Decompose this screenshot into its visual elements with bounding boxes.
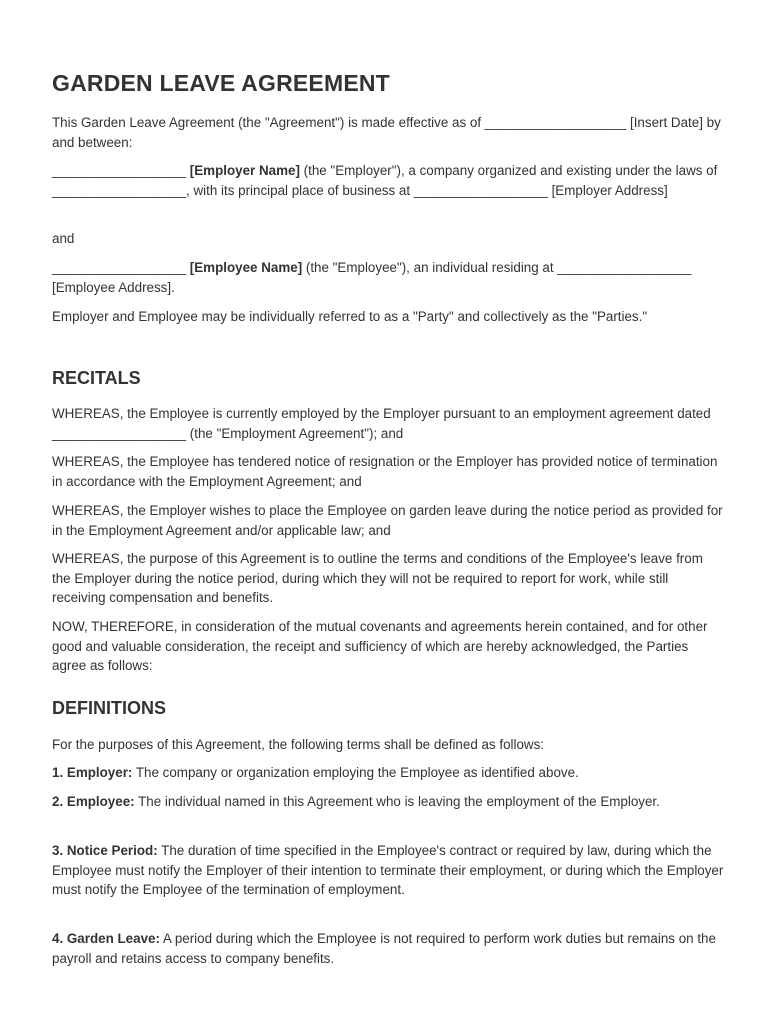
employer-name-blank: __________________ [52,163,190,178]
definition-item [52,929,724,968]
employer-name-placeholder: [Employer Name] [189,163,300,178]
recital-paragraph: NOW, THEREFORE, in consideration of the mutual covenants and agreements herein contained, and for other good and valuable consideration, the receipt and sufficiency of which are hereby acknowledged, the Parties agree as follows: [52,619,708,674]
definition-text: The duration of time specified in the Employee's contract or required by law, during which the Employee must notify the Employer of their intention to terminate their employment, or during which the Employer must notify the Employee of the termination of employment. [52,843,724,898]
definition-text: The individual named in this Agreement who is leaving the employment of the Employer. [134,794,660,809]
document-title: GARDEN LEAVE AGREEMENT [52,70,390,96]
and-paragraph: and [52,231,75,246]
employee-paragraph [52,258,724,297]
definition-item [52,841,724,900]
definition-term: 4. Garden Leave: [52,931,160,946]
effective-date-paragraph: This Garden Leave Agreement (the "Agreement") is made effective as of ___________________ [Insert Date] by and between: [52,115,721,150]
employee-name-blank: __________________ [52,260,190,275]
employer-details: (the "Employer"), a company organized and existing under the laws of __________________, with its principal place of business at __________________ [Employer Address] [52,163,718,198]
recitals-heading: RECITALS [52,368,141,388]
definition-term: 2. Employee: [52,794,135,809]
definition-text: The company or organization employing the Employee as identified above. [132,765,579,780]
parties-paragraph: Employer and Employee may be individually referred to as a "Party" and collectively as the "Parties." [52,309,648,324]
definition-term: 1. Employer: [52,765,133,780]
recital-paragraph: WHEREAS, the Employee is currently employed by the Employer pursuant to an employment agreement dated __________________ (the "Employment Agreement"); and [52,406,711,441]
employee-details: (the "Employee"), an individual residing at __________________ [Employee Address]. [52,260,692,295]
definition-item [52,763,724,783]
employer-paragraph [52,161,724,200]
recital-paragraph: WHEREAS, the Employee has tendered notice of resignation or the Employer has provided notice of termination in accordance with the Employment Agreement; and [52,454,718,489]
definition-item [52,792,724,812]
recital-paragraph: WHEREAS, the purpose of this Agreement is to outline the terms and conditions of the Employee's leave from the Employer during the notice period, during which they will not be required to report for work, while still receiving compensation and benefits. [52,551,703,606]
definitions-intro: For the purposes of this Agreement, the following terms shall be defined as follows: [52,737,544,752]
employee-name-placeholder: [Employee Name] [189,260,303,275]
definition-term: 3. Notice Period: [52,843,158,858]
definitions-heading: DEFINITIONS [52,698,167,718]
definition-text: A period during which the Employee is not required to perform work duties but remains on the payroll and retains access to company benefits. [52,931,716,966]
recital-paragraph: WHEREAS, the Employer wishes to place the Employee on garden leave during the notice period as provided for in the Employment Agreement and/or applicable law; and [52,503,723,538]
